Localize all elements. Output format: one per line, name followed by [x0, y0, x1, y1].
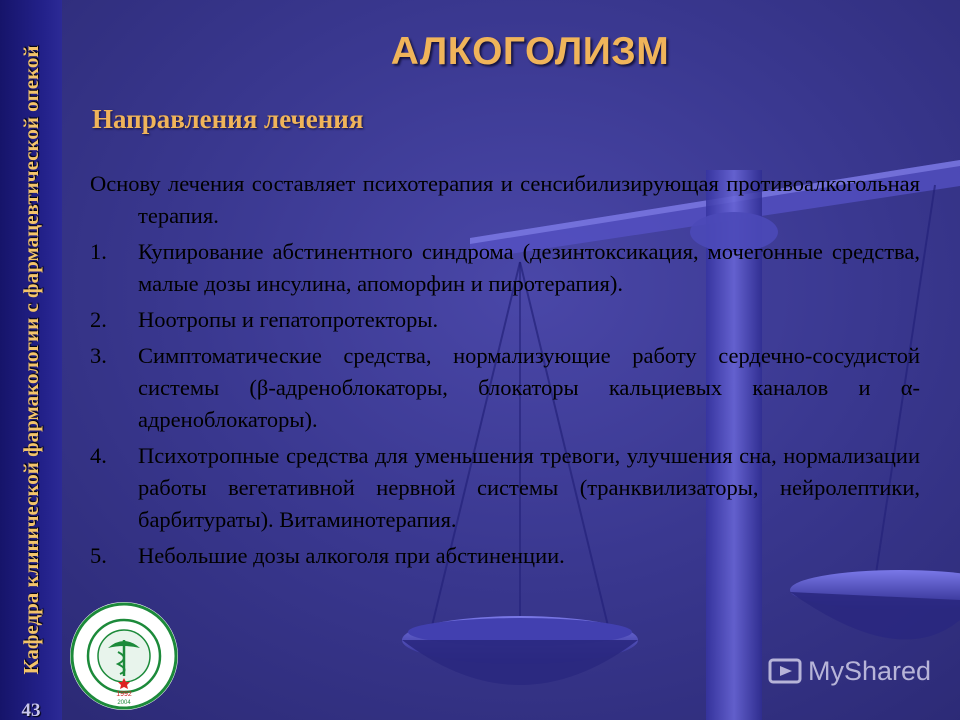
logo-year-1: 1992 [116, 691, 132, 698]
logo-year-2: 2004 [117, 700, 131, 706]
list-item [90, 540, 920, 572]
intro-paragraph: Основу лечения составляет психотерапия и сенсибилизирующая противоалкогольная терапия. [90, 171, 920, 228]
list-item-text: Психотропные средства для уменьшения тревоги, улучшения сна, нормализации работы вегетативной нервной системы (транквилизаторы, нейролептики, барбитураты). Витаминотерапия. [138, 443, 920, 532]
list-item-number: 4. [90, 443, 107, 468]
list-item [90, 440, 920, 536]
list-item-number: 3. [90, 343, 107, 368]
list-item-text: Ноотропы и гепатопротекторы. [138, 307, 439, 332]
list-item-text: Симптоматические средства, нормализующие работу сердечно-сосудистой системы (β-адреноблокаторы, блокаторы кальциевых каналов и α-адреноблокаторы). [138, 343, 920, 432]
list-item-number: 1. [90, 239, 107, 264]
list-item [90, 340, 920, 436]
list-item-text: Купирование абстинентного синдрома (дезинтоксикация, мочегонные средства, малые дозы инсулина, апоморфин и пиротерапия). [138, 239, 920, 296]
department-label: Кафедра клинической фармакологии с фармацевтической опекой [19, 45, 43, 675]
content-body [90, 168, 920, 576]
list-item-number: 5. [90, 543, 107, 568]
department-logo-icon [68, 600, 180, 712]
slide-title: АЛКОГОЛИЗМ [390, 30, 670, 73]
slide-subtitle: Направления лечения [92, 104, 364, 134]
myshared-logo-icon [768, 654, 802, 688]
watermark-text: MyShared [808, 655, 932, 686]
page-number: 43 [21, 700, 41, 720]
sidebar [0, 0, 62, 720]
list-item-number: 2. [90, 307, 107, 332]
list-item [90, 236, 920, 300]
myshared-watermark [768, 654, 931, 688]
list-item-text: Небольшие дозы алкоголя при абстиненции. [138, 543, 565, 568]
list-item [90, 304, 920, 336]
